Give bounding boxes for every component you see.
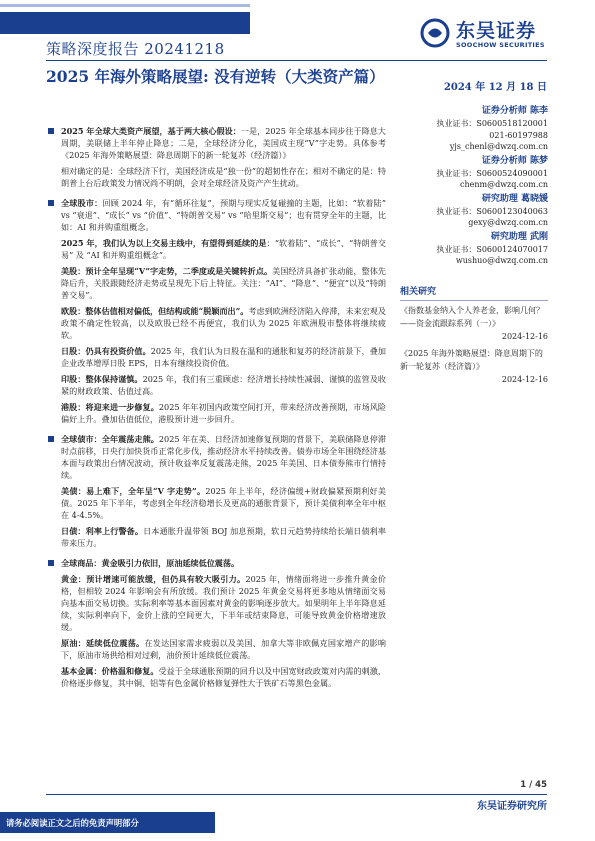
- summary-para-jp-bonds: 日债：利率上行警备。日本通胀升温带领 BOJ 加息预期，软日元趋势持续给长端日债利率带来压力。: [61, 526, 386, 548]
- analyst-cert: 执业证书：S0600518120001: [436, 119, 548, 128]
- analyst-role: 证券分析师 陈李: [481, 106, 548, 116]
- summary-para-eu-equity: 欧股：整体估值相对偏低，但结构或能“脱颖而出”。考虑到欧洲经济陷入停滞，未来宏观及政策不确定性较高，以及欧股已经不再便宜，我们认为 2025 年欧洲股市整体将继续疲软。: [61, 306, 386, 340]
- analyst-cert: 执业证书：S0600124070017: [436, 244, 548, 254]
- header-band: [0, 12, 250, 34]
- analyst-email[interactable]: wushuo@dwzq.com.cn: [455, 256, 548, 265]
- related-research-title: 相关研究: [400, 287, 548, 302]
- related-item-date: 2024-12-16: [501, 332, 548, 341]
- summary-para-assumptions: 2025 年全球大类资产展望，基于两大核心假设：一是，2025 年全球基本同步往于降息大周期，美联储上半年停止降息；二是，全球经济分化，美国成主现“V”字走势。具体参考《2025 年海外策略展望：降息周期下的新一轮复苏（经济篇）》: [46, 125, 386, 161]
- analyst-role: 证券分析师 陈梦: [481, 155, 548, 166]
- logo-en: SOOCHOW SECURITIES: [456, 41, 545, 49]
- summary-para-certainty: 相对确定的是：全球经济下行，美国经济成是“独一份”的超韧性存在；相对不确定的是：特朗普上台后政策发力情况尚不明朗，会对全球经济及资产产生扰动。: [61, 166, 386, 188]
- summary-para-us-bonds: 美债：易上难下，全年呈“V 字走势”。2025 年上半年，经济偏缓+财政偏紧预期利好美债。2025 年下半年，考虑到全年经济稳增长及更高的通胀背景下，预计美债利率全年中枢在 4-4.5%。: [61, 486, 386, 520]
- logo-cn: 东吴证券: [456, 20, 537, 42]
- analyst-block: [400, 193, 548, 229]
- summary-para-hk-equity: 港股：将迎来进一步修复。2025 年年初国内政策空间打开，带来经济改善预期，市场风险偏好上升。叠加估值低位，港股预计进一步回升。: [61, 402, 386, 424]
- company-logo: [420, 16, 560, 52]
- footer-institute: 东吴证券研究所: [477, 801, 547, 812]
- summary-para-equity: 全球股市：回顾 2024 年，有“循环往复”，预期与现实反复碰撞的主题，比如：“软着陆” vs “衰退”、“成长” vs “价值”、“特朗普交易” vs “哈里斯交易”；也有贯穿全年的主题，比如：AI 和并购重组概念。: [46, 197, 386, 233]
- summary-para-2025-themes: 2025 年，我们认为以上交易主线中，有望得到延续的是：“软着陆”、“成长”、“特朗普交易” 及 “AI 和并购重组概念”。: [61, 238, 386, 260]
- header-band-stripe: [0, 4, 250, 7]
- analyst-block: [400, 231, 548, 267]
- report-type: 策略深度报告 20241218: [46, 40, 225, 58]
- analyst-role: 研究助理 武刚: [490, 231, 548, 242]
- related-item[interactable]: [400, 305, 548, 344]
- analyst-cert: 执业证书：S0600524090001: [436, 168, 548, 178]
- analyst-block: [400, 105, 548, 153]
- related-item-title[interactable]: 《2025 年海外策略展望：降息周期下的新一轮复苏（经济篇）》: [400, 349, 543, 371]
- footer-rule: [46, 794, 547, 795]
- summary-column: [46, 125, 386, 693]
- related-item-date: 2024-12-16: [501, 375, 548, 384]
- summary-para-jp-equity: 日股：仍具有投资价值。2025 年，我们认为日股在温和的通胀和复苏的经济前景下，叠加企业改革增厚日股 EPS，日本有继续投资价值。: [61, 346, 386, 368]
- summary-para-in-equity: 印股：整体保持谨慎。2025 年，我们有三重顾虑：经济增长持续性减弱、谨慎的监管及收紧的财政政策、估值过高。: [61, 374, 386, 396]
- analyst-phone: 021-60197988: [489, 130, 548, 140]
- summary-para-bonds: 全球债市：全年震荡走熊。2025 年在美、日经济加速修复预期的背景下，美联储降息停滞时点前移，日央行加快货币正常化步伐，推动经济水平持续改善。债券市场全年围绕经济基本面与政策出台情况波动，预计收益率反复震荡走熊，2025 年美国、日本债券熊市行情持续。: [46, 433, 386, 481]
- analyst-role: 研究助理 葛晓媛: [481, 193, 548, 204]
- analyst-cert: 执业证书：S0600123040063: [436, 206, 548, 216]
- page-title: 2025 年海外策略展望: 没有逆转（大类资产篇）: [46, 67, 385, 86]
- summary-para-gold: 黄金：预计增速可能放缓，但仍具有较大吸引力。2025 年，情绪面将进一步推升黄金价格，但相较 2024 年影响会有所放缓。我们预计 2025 年黄金交易将更多地从情绪面交易向基本面交易切换。实际利率等基本面因素对黄金的影响逐步放大。如果明年上半年降息延续，实际利率向下，金价上涨的空间更大，下半年或结束降息，可能导致黄金价格增速放缓。: [61, 574, 386, 632]
- related-item[interactable]: [400, 348, 548, 387]
- summary-para-us-equity: 美股：预计全年呈现“V”字走势，二季度或是关键转折点。美国经济具备扩张动能，整体先降后升，关股跟随经济走势或呈现先下后上特征。关注：“AI”、“降息”、“便宜”以及“特朗普交易”。: [61, 266, 386, 300]
- analyst-email[interactable]: yjs_chenl@dwzq.com.cn: [449, 142, 548, 151]
- analyst-email[interactable]: chenm@dwzq.com.cn: [459, 180, 548, 189]
- report-date: 2024 年 12 月 18 日: [443, 82, 547, 93]
- disclaimer-text: 请务必阅读正文之后的免责声明部分: [6, 818, 139, 828]
- related-item-title[interactable]: 《指数基金纳入个人养老金，影响几何？——资金流跟踪系列（一）》: [400, 306, 544, 328]
- sidebar-column: [400, 105, 548, 387]
- summary-para-commodities: 全球商品：黄金吸引力依旧，原油延续低位震荡。: [46, 557, 386, 569]
- logo-mark-icon: [420, 18, 450, 48]
- analyst-block: [400, 155, 548, 191]
- page-number: 1 / 45: [520, 780, 547, 790]
- summary-para-base-metals: 基本金属：价格温和修复。受益于全球通胀预期的回升以及中国宽财政政策对内需的刺激，价格逐步修复，其中铜、铝等有色金属价格修复弹性大于铁矿石等黑色金属。: [61, 666, 386, 688]
- summary-para-oil: 原油：延续低位震荡。在发达国家需求疲弱以及美国、加拿大等非欧佩克国家增产的影响下，原油市场供给相对过剩，油价预计延续低位震荡。: [61, 638, 386, 660]
- header-rule: [46, 60, 547, 61]
- analyst-email[interactable]: gexy@dwzq.com.cn: [468, 218, 548, 227]
